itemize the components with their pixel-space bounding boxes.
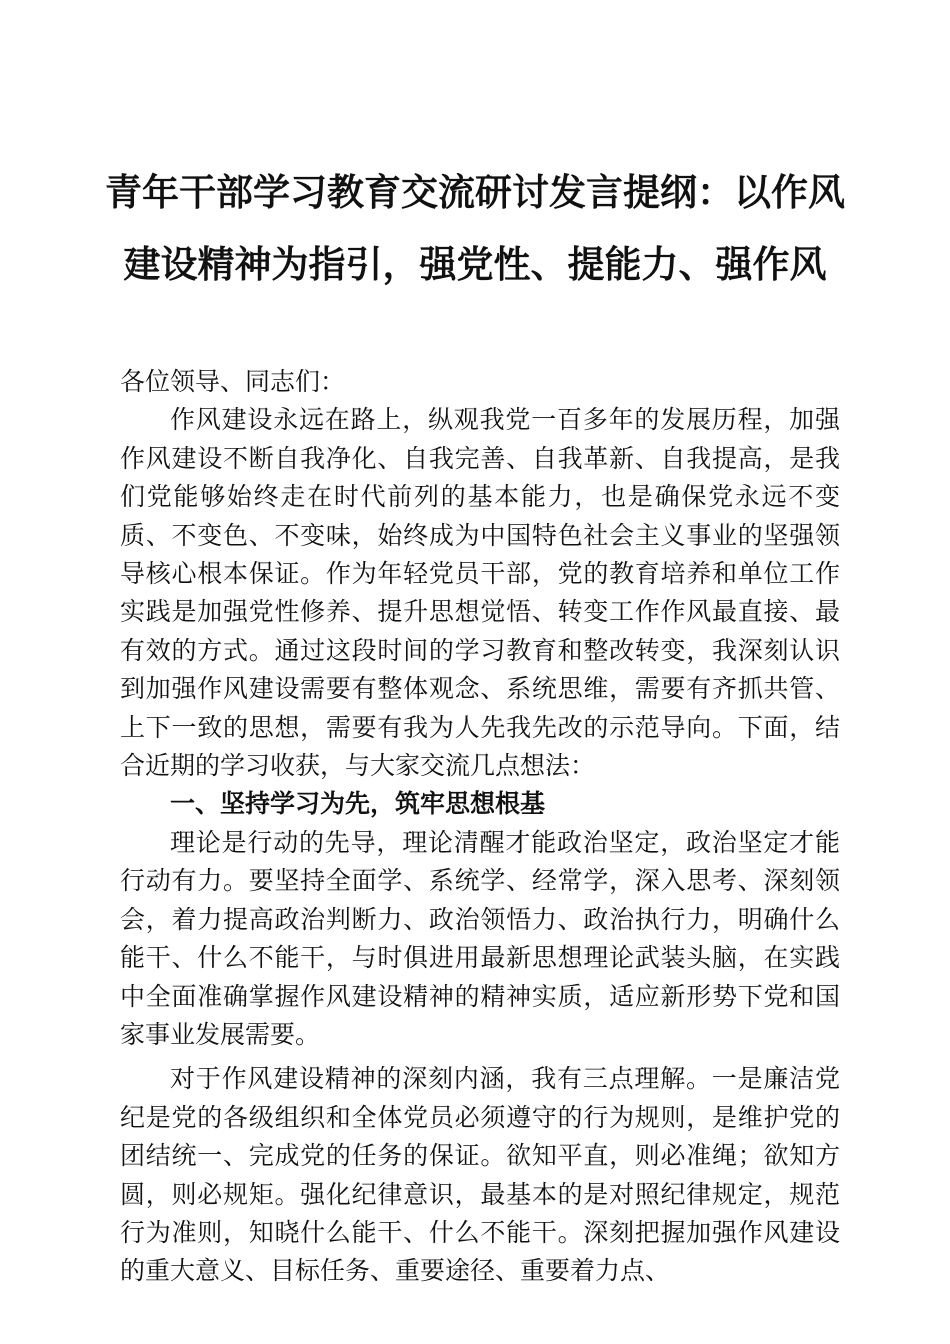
salutation: 各位领导、同志们： [120, 367, 346, 396]
document-body [120, 363, 840, 1291]
section-heading-1: 一、坚持学习为先，筑牢思想根基 [170, 789, 546, 819]
intro-paragraph: 作风建设永远在路上，纵观我党一百多年的发展历程，加强作风建设不断自我净化、自我完善、自我革新、自我提高，是我们党能够始终走在时代前列的基本能力，也是确保党永远不变质、不变色、不变味，始终成为中国特色社会主义事业的坚强领导核心根本保证。作为年轻党员干部，党的教育培养和单位工作实践是加强党性修养、提升思想觉悟、转变工作作风最直接、最有效的方式。通过这段时间的学习教育和整改转变，我深刻认识到加强作风建设需要有整体观念、系统思维，需要有齐抓共管、上下一致的思想，需要有我为人先我先改的示范导向。下面，结合近期的学习收获，与大家交流几点想法： [120, 405, 840, 781]
document-title-line-2: 建设精神为指引，强党性、提能力、强作风 [123, 243, 827, 286]
document-title-line-1: 青年干部学习教育交流研讨发言提纲：以作风 [105, 171, 845, 214]
section-1-paragraph-2: 对于作风建设精神的深刻内涵，我有三点理解。一是廉洁党纪是党的各级组织和全体党员必须遵守的行为规则，是维护党的团结统一、完成党的任务的保证。欲知平直，则必准绳；欲知方圆，则必规矩。强化纪律意识，最基本的是对照纪律规定，规范行为准则，知晓什么能干、什么不能干。深刻把握加强作风建设的重大意义、目标任务、重要途径、重要着力点、 [120, 1064, 840, 1286]
section-1-paragraph-1: 理论是行动的先导，理论清醒才能政治坚定，政治坚定才能行动有力。要坚持全面学、系统学、经常学，深入思考、深刻领会，着力提高政治判断力、政治领悟力、政治执行力，明确什么能干、什么不能干，与时俱进用最新思想理论武装头脑，在实践中全面准确掌握作风建设精神的精神实质，适应新形势下党和国家事业发展需要。 [120, 827, 840, 1049]
